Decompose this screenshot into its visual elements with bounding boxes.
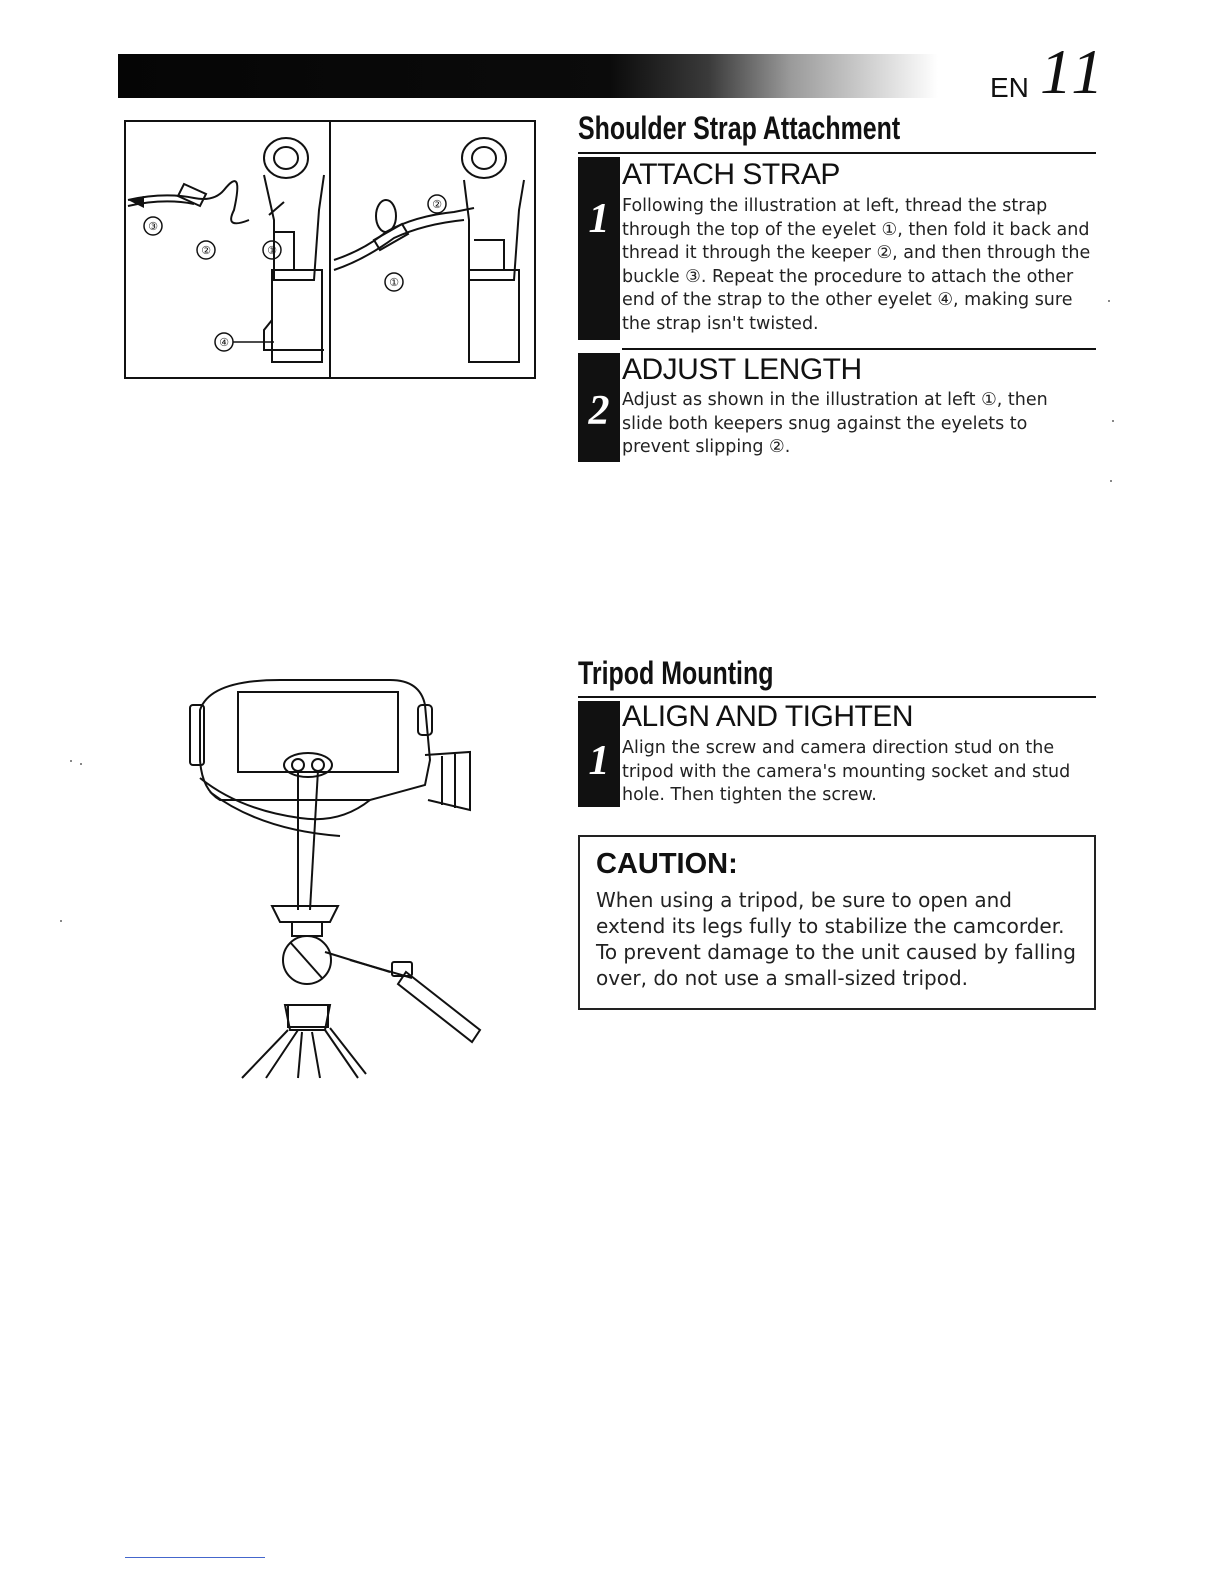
callout-4: ④ [219,336,229,349]
shoulder-strap-illustration [124,120,536,379]
callout-1b: ① [389,276,399,289]
footer-rule [125,1557,265,1558]
step-heading: ALIGN AND TIGHTEN [622,700,914,733]
step-body: Following the illustration at left, thread the strap through the top of the eyelet ①, then fold it back and thread it through the keeper ②, and then through the buckle ③. Repeat the procedure to attach the other end of the strap to the other eyelet ④, making sure the strap isn't twisted. [622,196,1091,334]
step-number: 1 [588,196,610,242]
step-rule [622,348,1096,350]
step-marker-bar [578,157,620,340]
caution-text: When using a tripod, be sure to open and extend its legs fully to stabilize the camcorder. To prevent damage to the unit caused by falling over, do not use a small-sized tripod. [596,888,1076,990]
tripod-mounting-illustration [180,660,490,1080]
step-body: Align the screw and camera direction stud on the tripod with the camera's mounting socket and stud hole. Then tighten the screw. [622,738,1071,805]
step-body: Adjust as shown in the illustration at left ①, then slide both keepers snug against the eyelets to prevent slipping ②. [622,390,1048,457]
step-heading: ATTACH STRAP [622,158,840,191]
page-number: 11 [1040,36,1108,107]
step-number: 1 [588,738,610,784]
section-title-tripod: Tripod Mounting [578,655,774,691]
callout-2b: ② [432,198,442,211]
step-number: 2 [588,388,610,434]
step-heading: ADJUST LENGTH [622,353,862,386]
page-language-label: EN [990,72,1029,103]
callout-2: ② [201,244,211,257]
section-rule [578,696,1096,698]
section-title-shoulder-strap: Shoulder Strap Attachment [578,110,901,146]
callout-1: ① [267,244,277,257]
header-band [118,54,938,98]
caution-title: CAUTION: [596,848,738,880]
section-rule [578,152,1096,154]
callout-3: ③ [148,220,158,233]
